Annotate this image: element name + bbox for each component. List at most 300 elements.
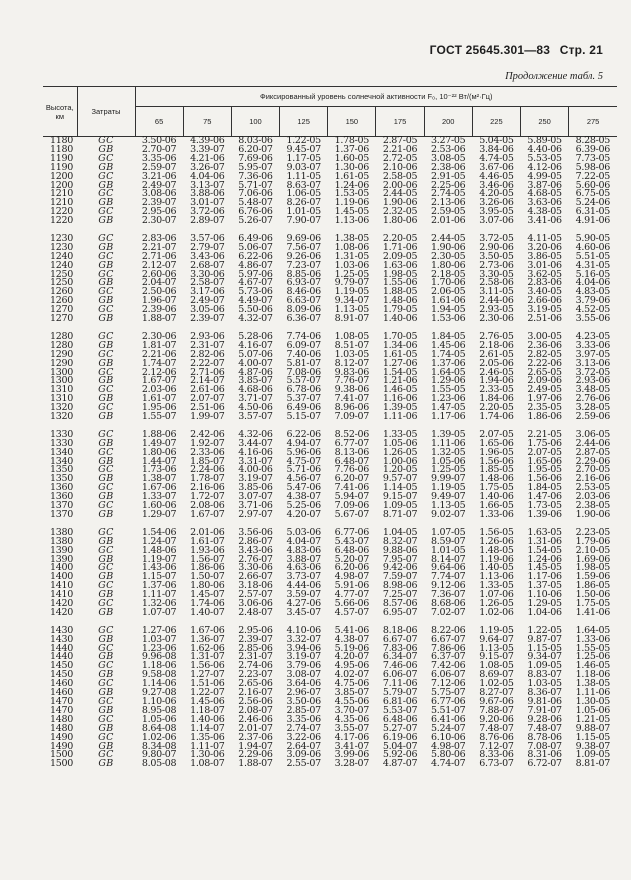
value-cell: 3.19-05: [527, 304, 562, 316]
value-cell: 1.26-06: [479, 535, 514, 547]
cost-cell: GC: [98, 544, 114, 556]
value-cell: 1.61-06: [431, 295, 466, 307]
value-cell: 6.06-07: [382, 669, 418, 681]
height-cell: 1200: [50, 170, 73, 182]
value-cell: 6.09-07: [286, 339, 321, 351]
value-cell: 4.10-06: [286, 624, 321, 636]
value-cell: 2.66-07: [238, 571, 273, 583]
cost-cell: GC: [98, 482, 114, 494]
doc-title: ГОСТ 25645.301—83: [429, 43, 551, 57]
value-cell: 3.08-07: [286, 669, 321, 681]
value-cell: 9.67-06: [479, 696, 514, 708]
value-cell: 1.23-06: [431, 393, 466, 405]
value-cell: 1.18-07: [190, 704, 225, 716]
value-cell: 2.76-05: [479, 330, 514, 342]
value-cell: 9.69-06: [286, 232, 321, 244]
value-cell: 2.04-07: [141, 277, 177, 289]
value-cell: 4.20-07: [334, 651, 370, 663]
value-cell: 2.95-06: [238, 624, 273, 636]
value-cell: 2.21-06: [141, 348, 177, 360]
value-cell: 1.26-05: [382, 446, 418, 458]
value-cell: 2.82-06: [190, 348, 225, 360]
value-cell: 1.63-05: [527, 526, 562, 538]
height-cell: 1360: [50, 491, 73, 503]
value-cell: 4.00-06: [238, 464, 273, 476]
value-cell: 4.16-06: [238, 446, 273, 458]
value-cell: 9.38-06: [334, 384, 370, 396]
height-cell: 1210: [50, 188, 73, 200]
value-cell: 1.59-06: [575, 571, 611, 583]
value-cell: 2.14-07: [190, 375, 225, 387]
value-cell: 5.27-07: [382, 722, 418, 734]
cost-cell: GB: [98, 339, 114, 351]
cost-cell: GC: [98, 749, 114, 761]
value-cell: 2.74-05: [431, 188, 466, 200]
level-header: 250: [521, 107, 569, 137]
value-cell: 1.72-07: [190, 491, 225, 503]
value-cell: 2.31-07: [190, 339, 225, 351]
value-cell: 8.12-07: [334, 357, 370, 369]
page-header: [424, 43, 603, 57]
value-cell: 2.74-07: [286, 722, 321, 734]
value-cell: 2.37-06: [238, 731, 273, 743]
value-cell: 4.87-07: [382, 758, 418, 770]
value-cell: 1.62-06: [190, 642, 225, 654]
value-cell: 1.41-06: [575, 606, 611, 618]
value-cell: 4.60-06: [575, 241, 611, 253]
cost-cell: GB: [98, 437, 114, 449]
value-cell: 4.94-07: [286, 437, 321, 449]
table-row: [43, 413, 617, 422]
value-cell: 1.03-05: [334, 348, 370, 360]
value-cell: 1.63-06: [382, 259, 418, 271]
value-cell: 6.20-06: [334, 562, 370, 574]
height-cell: 1500: [50, 749, 73, 761]
value-cell: 1.61-07: [141, 393, 177, 405]
value-cell: 7.36-07: [431, 589, 466, 601]
value-cell: 1.15-07: [141, 571, 177, 583]
value-cell: 5.06-07: [238, 241, 273, 253]
value-cell: 2.03-06: [141, 384, 177, 396]
cost-cell: GB: [98, 758, 114, 770]
value-cell: 2.18-05: [431, 268, 466, 280]
height-cell: 1320: [50, 411, 73, 423]
value-cell: 7.76-06: [334, 464, 370, 476]
value-cell: 9.34-07: [334, 295, 370, 307]
value-cell: 1.07-06: [479, 589, 514, 601]
value-cell: 1.22-05: [286, 135, 321, 146]
value-cell: 1.55-05: [431, 384, 466, 396]
value-cell: 2.55-07: [286, 758, 321, 770]
value-cell: 7.73-05: [575, 152, 611, 164]
value-cell: 9.64-07: [479, 633, 514, 645]
value-cell: 8.31-06: [527, 749, 562, 761]
value-cell: 4.39-06: [190, 135, 225, 146]
value-cell: 9.28-06: [527, 713, 562, 725]
value-cell: 3.28-05: [575, 402, 611, 414]
value-cell: 1.35-06: [190, 731, 225, 743]
cost-cell: GB: [98, 633, 114, 645]
value-cell: 4.11-05: [527, 232, 562, 244]
value-cell: 4.74-07: [431, 758, 466, 770]
value-cell: 9.38-07: [575, 740, 611, 752]
value-cell: 1.67-06: [141, 482, 177, 494]
value-cell: 2.23-07: [238, 669, 273, 681]
cost-cell: GC: [98, 580, 114, 592]
value-cell: 2.29-06: [238, 749, 273, 761]
value-cell: 3.71-06: [238, 500, 273, 512]
value-cell: 2.01-06: [190, 526, 225, 538]
value-cell: 5.53-05: [527, 152, 562, 164]
value-cell: 1.11-06: [575, 687, 611, 699]
value-cell: 4.21-06: [190, 152, 225, 164]
value-cell: 3.45-07: [286, 606, 321, 618]
value-cell: 3.85-07: [334, 687, 370, 699]
value-cell: 1.38-07: [141, 473, 177, 485]
value-cell: 7.40-06: [286, 348, 321, 360]
value-cell: 3.71-07: [238, 393, 273, 405]
value-cell: 3.67-06: [479, 161, 514, 173]
value-cell: 1.22-07: [190, 687, 225, 699]
value-cell: 2.21-07: [141, 241, 177, 253]
value-cell: 1.05-06: [382, 437, 418, 449]
cost-cell: GB: [98, 740, 114, 752]
value-cell: 1.61-05: [334, 170, 370, 182]
cost-cell: GB: [98, 535, 114, 547]
value-cell: 5.50-06: [238, 304, 273, 316]
value-cell: 1.43-06: [141, 562, 177, 574]
table-row: [43, 609, 617, 618]
cost-cell: GB: [98, 375, 114, 387]
value-cell: 8.78-06: [527, 731, 562, 743]
value-cell: 2.70-05: [575, 464, 611, 476]
value-cell: 3.11-05: [479, 286, 514, 298]
value-cell: 4.32-07: [238, 313, 273, 325]
cost-cell: GB: [98, 491, 114, 503]
cost-column-header: Затраты: [77, 87, 135, 137]
value-cell: 2.64-07: [286, 740, 321, 752]
value-cell: 7.90-07: [286, 215, 321, 227]
cost-cell: GC: [98, 598, 114, 610]
value-cell: 2.58-06: [479, 277, 514, 289]
value-cell: 3.87-06: [527, 179, 562, 191]
value-cell: 2.06-05: [431, 286, 466, 298]
value-cell: 2.57-07: [238, 589, 273, 601]
value-cell: 1.22-05: [527, 624, 562, 636]
value-cell: 2.51-06: [190, 402, 225, 414]
value-cell: 1.99-07: [190, 411, 225, 423]
value-cell: 2.39-07: [238, 633, 273, 645]
value-cell: 1.33-06: [575, 633, 611, 645]
value-cell: 7.42-06: [431, 660, 466, 672]
value-cell: 1.30-05: [575, 696, 611, 708]
cost-cell: GB: [98, 143, 114, 155]
value-cell: 7.46-06: [382, 660, 418, 672]
value-cell: 1.33-06: [479, 509, 514, 521]
value-cell: 6.63-07: [286, 295, 321, 307]
value-cell: 3.50-05: [479, 250, 514, 262]
value-cell: 2.38-05: [575, 500, 611, 512]
value-cell: 7.76-07: [334, 375, 370, 387]
value-cell: 2.42-06: [190, 428, 225, 440]
value-cell: 1.20-05: [382, 464, 418, 476]
value-cell: 1.93-06: [190, 544, 225, 556]
height-cell: 1470: [50, 696, 73, 708]
value-cell: 2.16-07: [238, 687, 273, 699]
value-cell: 1.53-05: [334, 188, 370, 200]
value-cell: 3.86-05: [527, 250, 562, 262]
height-cell: 1290: [50, 348, 73, 360]
value-cell: 1.86-06: [190, 562, 225, 574]
value-cell: 3.70-07: [334, 704, 370, 716]
value-cell: 5.24-06: [575, 197, 611, 209]
value-cell: 1.26-05: [479, 598, 514, 610]
value-cell: 1.14-05: [382, 482, 418, 494]
value-cell: 4.86-07: [238, 259, 273, 271]
height-cell: 1450: [50, 660, 73, 672]
value-cell: 7.09-06: [334, 500, 370, 512]
value-cell: 3.57-06: [190, 232, 225, 244]
height-cell: 1250: [50, 268, 73, 280]
value-cell: 2.65-05: [527, 366, 562, 378]
value-cell: 1.88-05: [382, 286, 418, 298]
value-cell: 8.83-07: [527, 669, 562, 681]
value-cell: 1.61-05: [382, 348, 418, 360]
value-cell: 9.03-07: [286, 161, 321, 173]
value-cell: 4.00-07: [238, 357, 273, 369]
value-cell: 6.10-06: [431, 731, 466, 743]
value-cell: 2.30-06: [479, 313, 514, 325]
value-cell: 1.19-05: [431, 482, 466, 494]
value-cell: 1.11-07: [190, 740, 225, 752]
value-cell: 2.61-05: [479, 348, 514, 360]
value-cell: 1.37-06: [334, 143, 370, 155]
value-cell: 3.01-07: [190, 197, 225, 209]
value-cell: 1.01-05: [286, 206, 321, 218]
value-cell: 2.89-07: [190, 215, 225, 227]
value-cell: 6.49-06: [286, 402, 321, 414]
value-cell: 5.20-07: [334, 553, 370, 565]
value-cell: 5.97-06: [238, 268, 273, 280]
value-cell: 4.99-05: [527, 170, 562, 182]
value-cell: 8.63-07: [286, 179, 321, 191]
value-cell: 2.24-06: [190, 464, 225, 476]
value-cell: 6.22-06: [238, 250, 273, 262]
table-row: [43, 217, 617, 226]
value-cell: 2.73-06: [479, 259, 514, 271]
value-cell: 2.39-07: [141, 197, 177, 209]
value-cell: 1.03-06: [334, 259, 370, 271]
value-cell: 5.60-06: [575, 179, 611, 191]
value-cell: 3.08-05: [431, 152, 466, 164]
value-cell: 4.38-05: [527, 206, 562, 218]
value-cell: 3.39-07: [190, 143, 225, 155]
value-cell: 2.82-05: [527, 348, 562, 360]
value-cell: 1.19-06: [479, 553, 514, 565]
value-cell: 6.76-06: [238, 206, 273, 218]
value-cell: 9.26-06: [286, 250, 321, 262]
cost-cell: GB: [98, 241, 114, 253]
cost-cell: GC: [98, 206, 114, 218]
table-body: [43, 137, 617, 770]
value-cell: 8.14-07: [431, 553, 466, 565]
value-cell: 2.13-06: [431, 197, 466, 209]
value-cell: 1.56-06: [527, 473, 562, 485]
level-header: 150: [328, 107, 376, 137]
value-cell: 3.05-06: [190, 304, 225, 316]
value-cell: 7.36-06: [238, 170, 273, 182]
level-header: 65: [135, 107, 183, 137]
table-row: [43, 511, 617, 520]
value-cell: 8.27-07: [479, 687, 514, 699]
value-cell: 3.19-07: [238, 473, 273, 485]
table-row: [43, 760, 617, 769]
value-cell: 1.10-06: [527, 589, 562, 601]
value-cell: 2.35-05: [527, 402, 562, 414]
value-cell: 9.20-06: [479, 713, 514, 725]
height-cell: 1460: [50, 678, 73, 690]
value-cell: 2.20-05: [382, 232, 418, 244]
value-cell: 2.97-07: [238, 509, 273, 521]
height-cell: 1220: [50, 206, 73, 218]
value-cell: 3.00-05: [527, 330, 562, 342]
value-cell: 3.97-05: [575, 348, 611, 360]
value-cell: 6.67-07: [382, 633, 418, 645]
value-cell: 1.04-06: [527, 606, 562, 618]
value-cell: 1.34-06: [382, 339, 418, 351]
value-cell: 2.29-06: [575, 455, 611, 467]
value-cell: 1.49-07: [141, 437, 177, 449]
height-cell: 1370: [50, 509, 73, 521]
value-cell: 3.44-07: [238, 437, 273, 449]
cost-cell: GC: [98, 464, 114, 476]
value-cell: 1.79-06: [575, 535, 611, 547]
height-cell: 1290: [50, 357, 73, 369]
value-cell: 3.41-07: [334, 740, 370, 752]
value-cell: 8.95-08: [141, 704, 177, 716]
value-cell: 3.99-06: [334, 749, 370, 761]
height-cell: 1280: [50, 339, 73, 351]
value-cell: 1.98-05: [382, 268, 418, 280]
height-cell: 1270: [50, 304, 73, 316]
value-cell: 1.02-06: [479, 606, 514, 618]
value-cell: 3.88-06: [190, 188, 225, 200]
value-cell: 1.32-05: [431, 446, 466, 458]
level-header: 200: [424, 107, 472, 137]
value-cell: 2.30-07: [141, 215, 177, 227]
value-cell: 1.08-07: [190, 758, 225, 770]
value-cell: 1.13-06: [479, 571, 514, 583]
value-cell: 5.81-07: [286, 357, 321, 369]
value-cell: 1.90-06: [575, 509, 611, 521]
height-cell: 1460: [50, 687, 73, 699]
cost-cell: GB: [98, 553, 114, 565]
value-cell: 2.58-05: [382, 170, 418, 182]
value-cell: 1.13-06: [334, 215, 370, 227]
cost-cell: GC: [98, 304, 114, 316]
value-cell: 1.70-05: [382, 330, 418, 342]
value-cell: 1.40-05: [479, 562, 514, 574]
value-cell: 3.26-07: [190, 161, 225, 173]
value-cell: 1.45-06: [431, 339, 466, 351]
value-cell: 6.67-07: [431, 633, 466, 645]
value-cell: 3.62-05: [527, 268, 562, 280]
value-cell: 7.95-07: [382, 553, 418, 565]
value-cell: 2.33-06: [190, 446, 225, 458]
value-cell: 9.83-06: [334, 366, 370, 378]
height-cell: 1230: [50, 241, 73, 253]
level-header: 75: [183, 107, 231, 137]
value-cell: 9.81-06: [527, 696, 562, 708]
value-cell: 3.32-07: [286, 633, 321, 645]
value-cell: 7.74-06: [286, 330, 321, 342]
value-cell: 2.21-05: [527, 428, 562, 440]
value-cell: 1.25-05: [431, 464, 466, 476]
value-cell: 3.30-05: [479, 268, 514, 280]
value-cell: 1.19-06: [334, 197, 370, 209]
value-cell: 1.55-05: [575, 642, 611, 654]
value-cell: 1.97-06: [527, 393, 562, 405]
value-cell: 3.56-06: [238, 526, 273, 538]
value-cell: 1.64-05: [575, 624, 611, 636]
value-cell: 1.09-05: [527, 660, 562, 672]
value-cell: 1.40-06: [190, 713, 225, 725]
value-cell: 5.73-06: [238, 286, 273, 298]
value-cell: 7.12-07: [479, 740, 514, 752]
value-cell: 7.09-07: [334, 411, 370, 423]
cost-cell: GB: [98, 571, 114, 583]
value-cell: 7.83-06: [382, 642, 418, 654]
value-cell: 2.33-05: [479, 384, 514, 396]
value-cell: 2.85-07: [286, 704, 321, 716]
value-cell: 2.96-07: [286, 687, 321, 699]
value-cell: 1.36-07: [190, 633, 225, 645]
value-cell: 1.25-06: [575, 651, 611, 663]
value-cell: 1.14-07: [190, 722, 225, 734]
value-cell: 6.48-06: [334, 544, 370, 556]
value-cell: 2.09-06: [527, 375, 562, 387]
value-cell: 5.16-05: [575, 268, 611, 280]
value-cell: 7.08-06: [286, 366, 321, 378]
height-cell: 1420: [50, 606, 73, 618]
value-cell: 1.09-05: [575, 749, 611, 761]
cost-cell: GC: [98, 731, 114, 743]
value-cell: 6.20-07: [334, 473, 370, 485]
cost-cell: GB: [98, 704, 114, 716]
value-cell: 1.11-05: [286, 170, 321, 182]
value-cell: 8.64-08: [141, 722, 177, 734]
value-cell: 4.56-07: [286, 473, 321, 485]
value-cell: 2.53-05: [575, 482, 611, 494]
value-cell: 1.08-05: [479, 660, 514, 672]
value-cell: 8.36-07: [527, 687, 562, 699]
value-cell: 4.77-07: [334, 589, 370, 601]
value-cell: 5.96-06: [286, 446, 321, 458]
value-cell: 7.41-07: [334, 393, 370, 405]
value-cell: 6.77-07: [334, 437, 370, 449]
value-cell: 1.92-07: [190, 437, 225, 449]
height-cell: 1480: [50, 722, 73, 734]
value-cell: 1.37-06: [141, 580, 177, 592]
cost-cell: GB: [98, 393, 114, 405]
value-cell: 6.37-07: [431, 651, 466, 663]
value-cell: 1.73-06: [141, 464, 177, 476]
value-cell: 3.50-06: [141, 135, 177, 146]
value-cell: 3.09-06: [286, 749, 321, 761]
value-cell: 1.38-05: [575, 678, 611, 690]
value-cell: 1.56-06: [479, 455, 514, 467]
value-cell: 7.86-06: [431, 642, 466, 654]
